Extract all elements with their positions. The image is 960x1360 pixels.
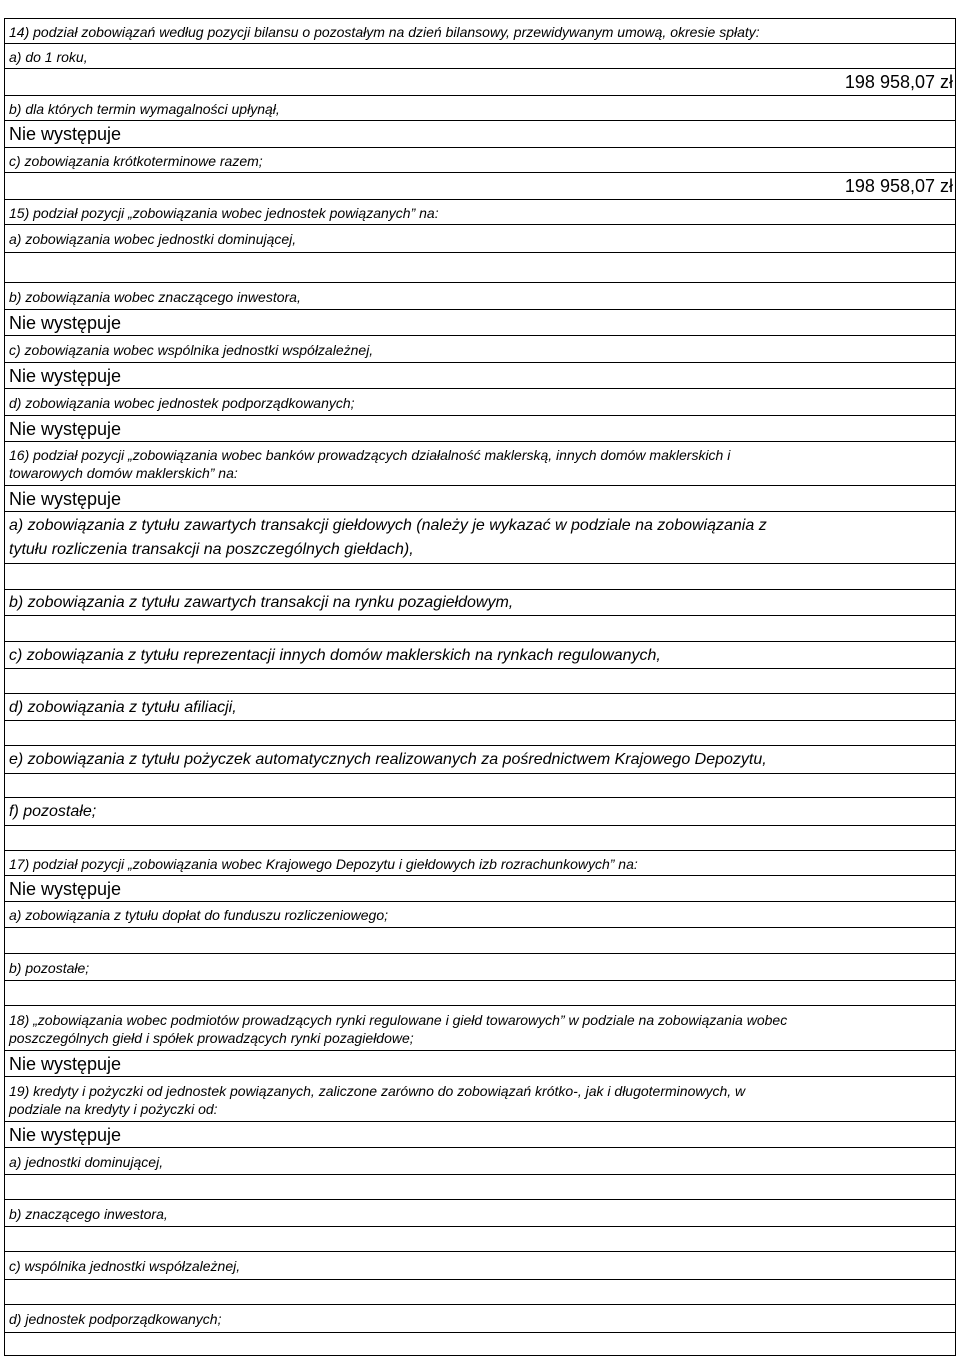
row-label: a) do 1 roku, [9, 48, 88, 65]
table-row [4, 1174, 956, 1199]
table-row [4, 589, 956, 615]
row-label: a) zobowiązania wobec jednostki dominującej, [9, 231, 297, 247]
table-row [4, 1251, 956, 1279]
table-row [4, 1226, 956, 1251]
table-row [4, 282, 956, 309]
status-text: Nie występuje [9, 418, 122, 439]
row-label: b) zobowiązania wobec znaczącego inwestora, [9, 288, 301, 305]
status-text: Nie występuje [9, 1053, 122, 1074]
row-label: a) zobowiązania z tytułu dopłat do funduszu rozliczeniowego; [9, 907, 389, 923]
table-row [4, 309, 956, 335]
table-row [4, 95, 956, 120]
table-row [4, 1005, 956, 1050]
table-row [4, 335, 956, 362]
row-label: b) dla których termin wymagalności upłynął, [9, 100, 280, 117]
table-row [4, 415, 956, 441]
table-row [4, 388, 956, 415]
table-row [4, 43, 956, 68]
row-label: 14) podział zobowiązań według pozycji bilansu o pozostałym na dzień bilansowy, przewidywanym umową, okresie spłaty: [9, 23, 760, 40]
table-row [4, 1121, 956, 1147]
table-row [4, 1076, 956, 1121]
row-label: b) znaczącego inwestora, [9, 1205, 168, 1222]
row-label: b) pozostałe; [9, 959, 90, 976]
table-row [4, 1147, 956, 1174]
row-label: b) zobowiązania z tytułu zawartych transakcji na rynku pozagiełdowym, [9, 594, 514, 611]
row-label: 17) podział pozycji „zobowiązania wobec Krajowego Depozytu i giełdowych izb rozrachunkowych” na: [9, 855, 638, 872]
table-row [4, 745, 956, 773]
table-row [4, 1279, 956, 1304]
table-row [4, 68, 956, 95]
table-row [4, 18, 956, 43]
status-text: Nie występuje [9, 365, 122, 386]
table-row [4, 1050, 956, 1076]
row-label: 16) podział pozycji „zobowiązania wobec banków prowadzących działalność maklerską, innych domów maklerskich i [9, 447, 731, 463]
table-row [4, 927, 956, 953]
table-row [4, 511, 956, 563]
row-label: 18) „zobowiązania wobec podmiotów prowadzących rynki regulowane i giełd towarowych” w podziale na zobowiązania wobec [9, 1011, 788, 1028]
table-row [4, 953, 956, 980]
table-row [4, 199, 956, 224]
table-row [4, 441, 956, 485]
status-text: Nie występuje [9, 312, 122, 333]
table-row [4, 224, 956, 252]
row-label: towarowych domów maklerskich” na: [9, 465, 238, 481]
table-row [4, 850, 956, 875]
status-text: Nie występuje [9, 488, 122, 509]
table-row [4, 901, 956, 927]
row-label: e) zobowiązania z tytułu pożyczek automatycznych realizowanych za pośrednictwem Krajowego Depozytu, [9, 751, 767, 768]
table-row [4, 693, 956, 720]
table-row [4, 980, 956, 1005]
table-row [4, 797, 956, 825]
row-label: a) zobowiązania z tytułu zawartych transakcji giełdowych (należy je wykazać w podziale na zobowiązania z [9, 517, 767, 534]
amount-value: 198 958,07 zł [844, 176, 953, 196]
row-label: d) jednostek podporządkowanych; [9, 1311, 222, 1327]
amount-value: 198 958,07 zł [844, 72, 953, 92]
row-label: d) zobowiązania z tytułu afiliacji, [9, 698, 237, 716]
row-label: c) zobowiązania wobec wspólnika jednostki współzależnej, [9, 341, 374, 358]
status-text: Nie występuje [9, 878, 122, 899]
table-row [4, 120, 956, 147]
table-row [4, 875, 956, 901]
table-row [4, 641, 956, 668]
table-row [4, 720, 956, 745]
row-label: d) zobowiązania wobec jednostek podporządkowanych; [9, 394, 355, 411]
row-label: poszczególnych giełd i spółek prowadzących rynki pozagiełdowe; [9, 1029, 414, 1046]
table-row [4, 172, 956, 199]
row-label: 19) kredyty i pożyczki od jednostek powiązanych, zaliczone zarówno do zobowiązań krótko-, jak i długoterminowych, w [9, 1082, 746, 1099]
table-row [4, 1332, 956, 1356]
row-label: f) pozostałe; [9, 803, 97, 820]
table-row [4, 563, 956, 589]
table-row [4, 485, 956, 511]
row-label: podziale na kredyty i pożyczki od: [9, 1100, 218, 1117]
table-row [4, 362, 956, 388]
table-row [4, 825, 956, 850]
table-row [4, 773, 956, 797]
table-row [4, 147, 956, 172]
row-label: a) jednostki dominującej, [9, 1153, 164, 1170]
row-label: tytułu rozliczenia transakcji na poszczególnych giełdach), [9, 541, 414, 558]
row-label: c) zobowiązania z tytułu reprezentacji innych domów maklerskich na rynkach regulowanych, [9, 646, 661, 664]
status-text: Nie występuje [9, 1124, 122, 1145]
table-row [4, 615, 956, 641]
row-label: c) wspólnika jednostki współzależnej, [9, 1258, 241, 1274]
table-row [4, 668, 956, 693]
table-row [4, 1304, 956, 1332]
table-row [4, 252, 956, 282]
row-label: c) zobowiązania krótkoterminowe razem; [9, 152, 263, 169]
table-row [4, 1199, 956, 1226]
row-label: 15) podział pozycji „zobowiązania wobec jednostek powiązanych” na: [9, 204, 439, 221]
status-text: Nie występuje [9, 124, 122, 144]
